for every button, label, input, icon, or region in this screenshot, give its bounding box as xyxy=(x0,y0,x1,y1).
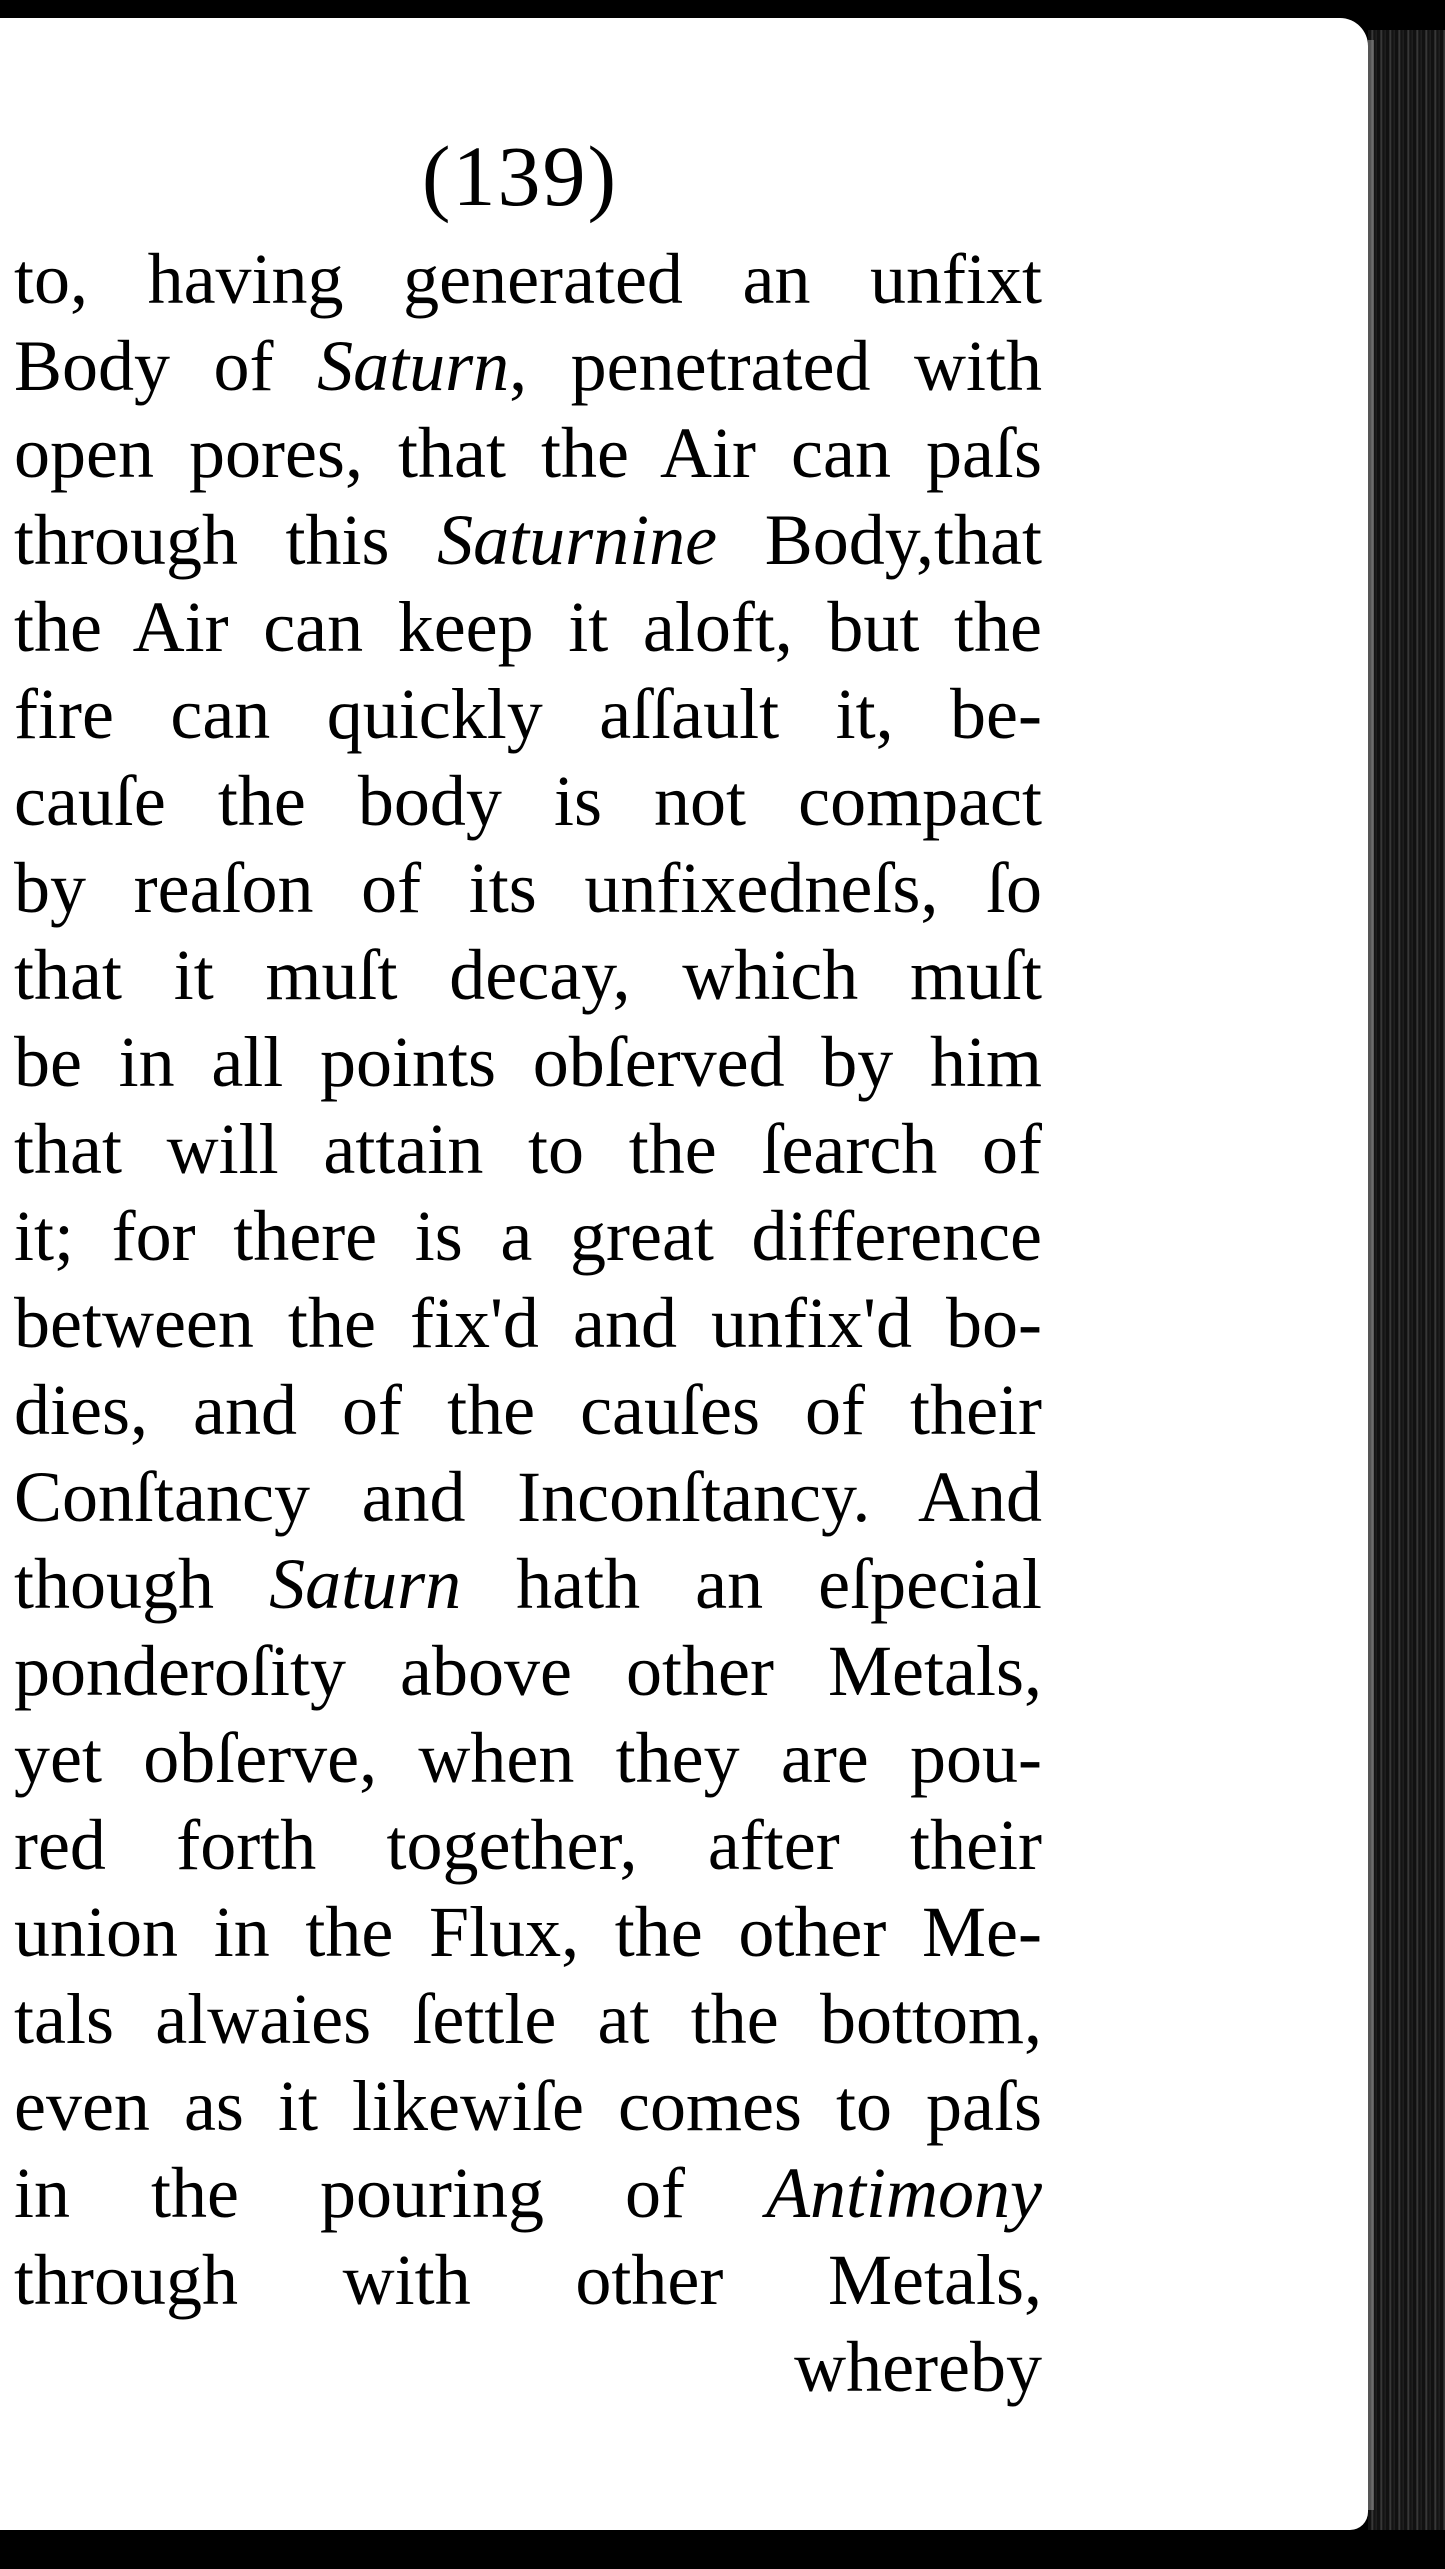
text-segment: open pores, that the Air can paſs xyxy=(14,413,1042,493)
text-segment: the Air can keep it aloft, but the xyxy=(14,587,1042,667)
text-segment: by reaſon of its unfixedneſs, ſo xyxy=(14,848,1042,928)
text-line xyxy=(14,2063,1042,2150)
italic-text: Saturnine xyxy=(437,500,718,580)
text-line xyxy=(14,497,1042,584)
text-line xyxy=(14,2237,1042,2324)
text-segment: Conſtancy and Inconſtancy. And xyxy=(14,1457,1042,1537)
text-segment: yet obſerve, when they are pou- xyxy=(14,1718,1042,1798)
book-page-edge xyxy=(1368,30,1445,2530)
text-line xyxy=(14,845,1042,932)
text-line xyxy=(14,1367,1042,1454)
text-line xyxy=(14,1019,1042,1106)
text-segment: it; for there is a great difference xyxy=(14,1196,1042,1276)
italic-text: Antimony xyxy=(766,2153,1042,2233)
text-line xyxy=(14,323,1042,410)
text-line xyxy=(14,932,1042,1019)
book-page xyxy=(0,18,1368,2530)
text-segment: dies, and of the cauſes of their xyxy=(14,1370,1042,1450)
text-segment: Body,that xyxy=(717,500,1042,580)
text-segment: tals alwaies ſettle at the bottom, xyxy=(14,1979,1042,2059)
text-segment: , penetrated with xyxy=(509,326,1042,406)
text-line xyxy=(14,758,1042,845)
text-segment: though xyxy=(14,1544,270,1624)
text-line xyxy=(14,1454,1042,1541)
text-segment: cauſe the body is not compact xyxy=(14,761,1042,841)
text-line xyxy=(14,2150,1042,2237)
text-segment: to, having generated an unfixt xyxy=(14,239,1042,319)
text-line xyxy=(14,1802,1042,1889)
text-segment: fire can quickly aſſault it, be- xyxy=(14,674,1042,754)
text-segment: through this xyxy=(14,500,438,580)
italic-text: Saturn xyxy=(317,326,510,406)
text-line xyxy=(14,1976,1042,2063)
text-segment: be in all points obſerved by him xyxy=(14,1022,1042,1102)
text-line xyxy=(14,1280,1042,1367)
text-segment: even as it likewiſe comes to paſs xyxy=(14,2066,1042,2146)
text-segment: that it muſt decay, which muſt xyxy=(14,935,1042,1015)
text-line xyxy=(14,1193,1042,1280)
text-segment: in the pouring of xyxy=(14,2153,767,2233)
text-segment: through with other Metals, xyxy=(14,2240,1042,2320)
text-line xyxy=(14,236,1042,323)
text-line xyxy=(14,671,1042,758)
body-text xyxy=(14,236,1042,2411)
text-segment: union in the Flux, the other Me- xyxy=(14,1892,1042,1972)
text-line xyxy=(14,410,1042,497)
page-edge-highlight xyxy=(1368,40,1374,2510)
text-line xyxy=(14,1541,1042,1628)
catchword: whereby xyxy=(794,2327,1042,2407)
italic-text: Saturn xyxy=(269,1544,462,1624)
text-segment: that will attain to the ſearch of xyxy=(14,1109,1042,1189)
text-segment: hath an eſpecial xyxy=(461,1544,1042,1624)
text-line xyxy=(14,1628,1042,1715)
text-line xyxy=(14,584,1042,671)
text-segment: ponderoſity above other Metals, xyxy=(14,1631,1042,1711)
text-line xyxy=(14,1106,1042,1193)
text-segment: Body of xyxy=(14,326,318,406)
text-line xyxy=(14,1715,1042,1802)
text-line xyxy=(14,1889,1042,1976)
text-segment: between the fix'd and unfix'd bo- xyxy=(14,1283,1042,1363)
text-segment: red forth together, after their xyxy=(14,1805,1042,1885)
page-number: (139) xyxy=(421,128,619,224)
